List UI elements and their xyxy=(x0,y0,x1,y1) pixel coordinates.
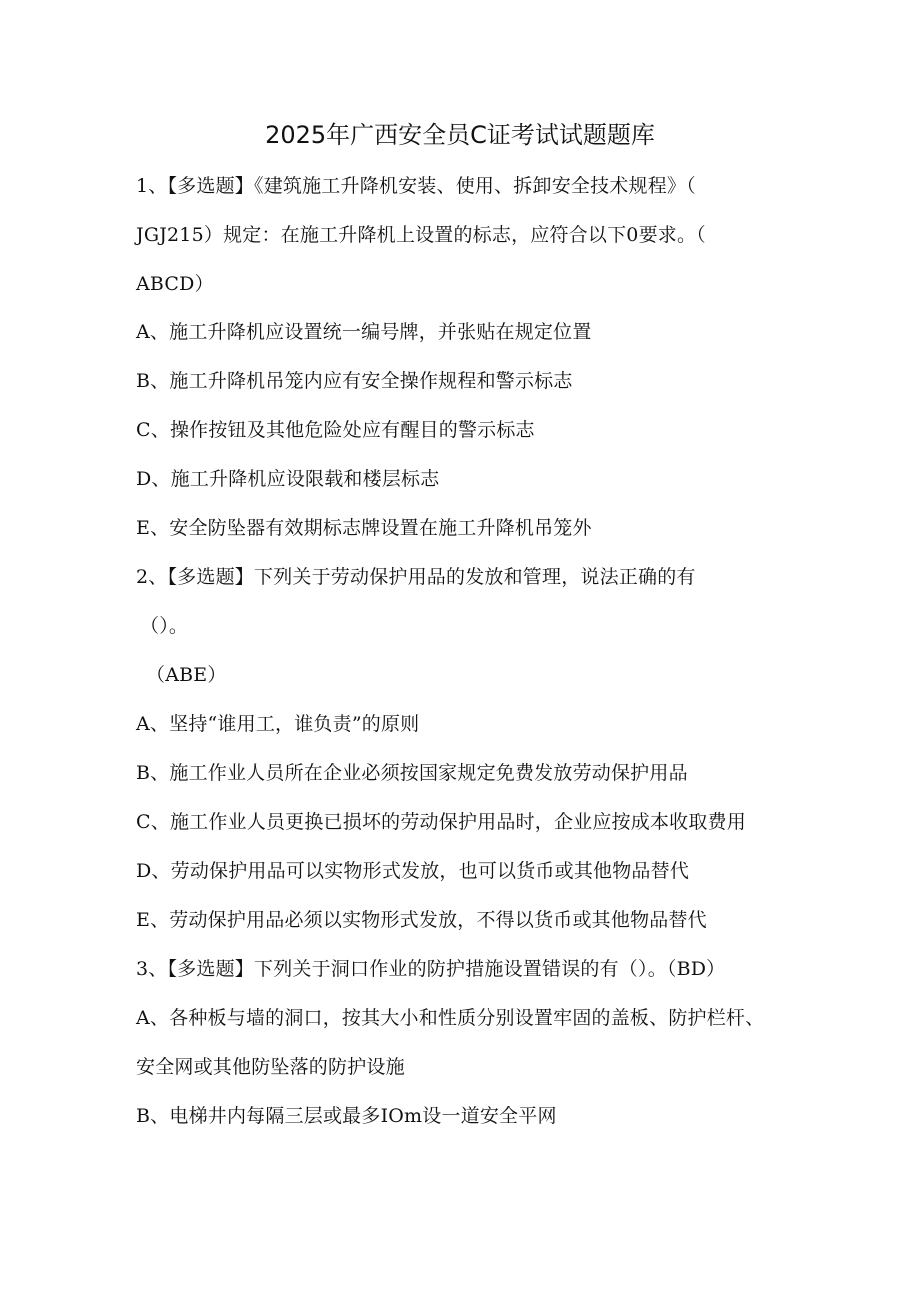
question-2-stem-line-2: （）。 xyxy=(140,615,189,637)
question-3-option-a-line-2: 安全网或其他防坠落的防护设施 xyxy=(136,1056,405,1078)
question-1-stem-line-2: JGJ215）规定：在施工升降机上设置的标志，应符合以下0要求。（ xyxy=(136,224,706,246)
question-2-option-a: A、坚持“谁用工，谁负责”的原则 xyxy=(136,713,420,735)
page-title: 2025年广西安全员C证考试试题题库 xyxy=(265,121,655,149)
question-1-option-e: E、安全防坠器有效期标志牌设置在施工升降机吊笼外 xyxy=(136,517,592,539)
question-1-option-a: A、施工升降机应设置统一编号牌，并张贴在规定位置 xyxy=(136,321,592,343)
question-2-answer: （ABE） xyxy=(146,664,227,686)
question-1-stem-line-1: 1、【多选题】《建筑施工升降机安装、使用、拆卸安全技术规程》（ xyxy=(136,175,696,197)
question-1-option-d: D、施工升降机应设限载和楼层标志 xyxy=(136,468,440,490)
question-3-option-b: B、电梯井内每隔三层或最多IOm设一道安全平网 xyxy=(136,1105,557,1127)
question-1-answer: ABCD） xyxy=(136,273,214,295)
question-2-option-d: D、劳动保护用品可以实物形式发放，也可以货币或其他物品替代 xyxy=(136,860,690,882)
question-2-stem-line-1: 2、【多选题】下列关于劳动保护用品的发放和管理，说法正确的有 xyxy=(136,566,696,588)
question-3-option-a-line-1: A、各种板与墙的洞口，按其大小和性质分别设置牢固的盖板、防护栏杆、 xyxy=(136,1007,765,1029)
question-2-option-e: E、劳动保护用品必须以实物形式发放，不得以货币或其他物品替代 xyxy=(136,909,707,931)
question-2-option-b: B、施工作业人员所在企业必须按国家规定免费发放劳动保护用品 xyxy=(136,762,688,784)
question-1-option-b: B、施工升降机吊笼内应有安全操作规程和警示标志 xyxy=(136,370,573,392)
question-2-option-c: C、施工作业人员更换已损坏的劳动保护用品时，企业应按成本收取费用 xyxy=(136,811,746,833)
question-3-stem: 3、【多选题】下列关于洞口作业的防护措施设置错误的有（）。（BD） xyxy=(136,958,726,980)
question-1-option-c: C、操作按钮及其他危险处应有醒目的警示标志 xyxy=(136,419,535,441)
